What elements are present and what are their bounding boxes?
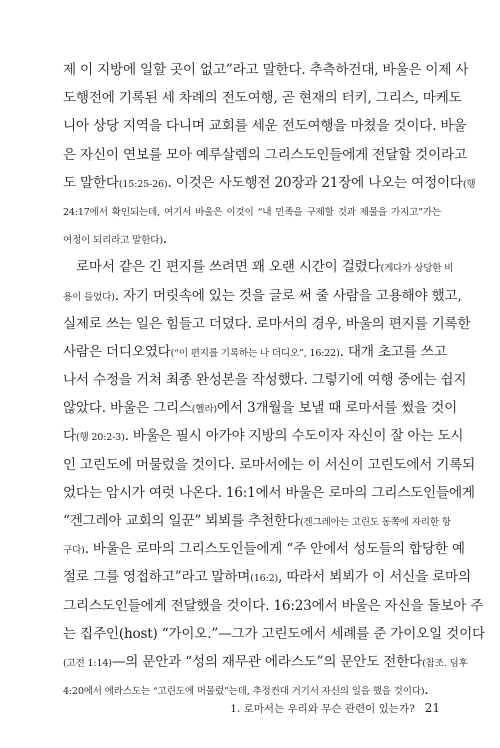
text-run: 다	[63, 428, 76, 445]
text-line	[63, 535, 465, 563]
small-note: (고전 1:14)	[63, 657, 112, 669]
small-note: (헬라)	[191, 404, 217, 416]
text-run: . 자기 머릿속에 있는 것을 글로 써 줄 사람을 고용해야 했고,	[114, 287, 462, 304]
small-note: 24:17에서 확인되는데, 여기서 바울은 이것이 “내 민족을 구제할 것과 제물을 가지고”가는	[63, 206, 441, 218]
text-run: , 따라서 뵈뵈가 이 서신을 로마의	[278, 569, 471, 586]
small-note: 구다)	[63, 545, 85, 557]
small-note: (게다가 상당한 비	[380, 263, 454, 275]
small-note: (“이 편지를 기록하는 나 더디오”, 16:22)	[170, 347, 340, 359]
text-run: 그리스도인들에게 전달했을 것이다. 16:23에서 바울은 자신을 돌보아 주	[63, 597, 484, 614]
text-line	[63, 507, 451, 535]
small-note: (15:25-26)	[118, 178, 168, 190]
text-run: 인 고린도에 머물렀을 것이다. 로마서에는 이 서신이 고린도에서 기록되	[63, 456, 476, 473]
text-run: 에서 3개월을 보낼 때 로마서를 썼을 것이	[216, 400, 458, 417]
small-note: (참조. 딤후	[422, 657, 468, 669]
text-line	[63, 592, 484, 620]
text-line	[63, 253, 454, 281]
text-line	[63, 197, 441, 225]
text-line	[63, 225, 441, 253]
text-run: 않았다. 바울은 그리스	[63, 400, 192, 417]
text-line	[63, 648, 468, 676]
small-note: 4:20에서 에라스도는 “고린도에 머물렀”는데, 추정컨대 거기서 자신의 일을 했을 것이다)	[63, 686, 425, 698]
text-run: 절로 그를 영접하고”라고 말하며	[63, 569, 251, 586]
text-run: —의 문안과 “성의 재무관 에라스도”의 문안도 전한다	[111, 653, 423, 670]
text-run: . 대개 초고를 쓰고	[339, 343, 447, 360]
text-line	[63, 112, 467, 140]
small-note: (행 20:2-3)	[75, 432, 125, 444]
body-text	[63, 56, 485, 704]
text-run: 은 자신이 연보를 모아 예루살렘의 그리스도인들에게 전달할 것이라고	[63, 146, 467, 163]
text-line	[63, 422, 464, 450]
small-note: 용이 들었다)	[63, 291, 115, 303]
text-run: 제 이 지방에 일할 곳이 없고”라고 말한다. 추측하건대, 바울은 이제 사	[63, 62, 469, 78]
text-line	[63, 282, 462, 310]
text-run: 로마서 같은 긴 편지를 쓰려면 꽤 오랜 시간이 걸렸다	[76, 259, 381, 276]
paragraph	[63, 56, 476, 253]
text-run: . 바울은 필시 아가야 지방의 수도이자 자신이 잘 아는 도시	[124, 428, 464, 445]
text-run: .	[162, 231, 168, 248]
text-line	[63, 338, 447, 366]
text-run: . 이것은 사도행전 20장과 21장에 나오는 여정이다	[167, 174, 463, 191]
text-run: 도 말한다	[63, 174, 119, 191]
text-run: “겐그레아 교회의 일꾼” 뵈뵈를 추천한다	[63, 513, 300, 529]
text-line	[63, 366, 467, 394]
text-run: . 바울은 로마의 그리스도인들에게 “주 안에서 성도들의 합당한 예	[84, 541, 465, 558]
text-run: 실제로 쓰는 일은 힘들고 더뎠다. 로마서의 경우, 바울의 편지를 기록한	[63, 315, 471, 332]
small-note: 여정이 되리라고 말한다)	[63, 235, 163, 247]
text-run: 었다는 암시가 여럿 나온다. 16:1에서 바울은 로마의 그리스도인들에게	[63, 484, 475, 501]
text-run: 나서 수정을 거쳐 최종 완성본을 작성했다. 그렇기에 여행 중에는 쉽지	[63, 372, 467, 389]
small-note: (행	[462, 178, 476, 190]
paragraph	[63, 253, 485, 704]
text-line	[63, 451, 476, 479]
text-line	[63, 620, 485, 648]
text-line	[63, 84, 462, 112]
text-run: .	[424, 682, 429, 699]
text-line	[63, 56, 469, 84]
text-line	[63, 141, 467, 169]
text-line	[63, 563, 471, 591]
small-note: (겐그레아는 고린도 동쪽에 자리한 항	[299, 517, 451, 528]
text-run: 는 집주인(host) “가이오.”—그가 고린도에서 세례를 준 가이오일 것이다	[63, 625, 485, 642]
text-run: 도행전에 기록된 세 차례의 전도여행, 곧 현재의 터키, 그리스, 마케도	[63, 90, 462, 107]
text-line	[63, 310, 471, 338]
chapter-title: 1. 로마서는 우리와 무슨 관련이 있는가?	[230, 703, 415, 715]
page-number: 21	[424, 701, 440, 715]
running-footer	[230, 701, 440, 716]
text-line	[63, 479, 475, 507]
text-line	[63, 169, 476, 197]
text-run: 니아 상당 지역을 다니며 교회를 세운 전도여행을 마쳤을 것이다. 바울	[63, 118, 467, 135]
text-run: 사람은 더디오였다	[63, 343, 171, 360]
small-note: (16:2)	[250, 573, 279, 585]
text-line	[63, 394, 458, 422]
